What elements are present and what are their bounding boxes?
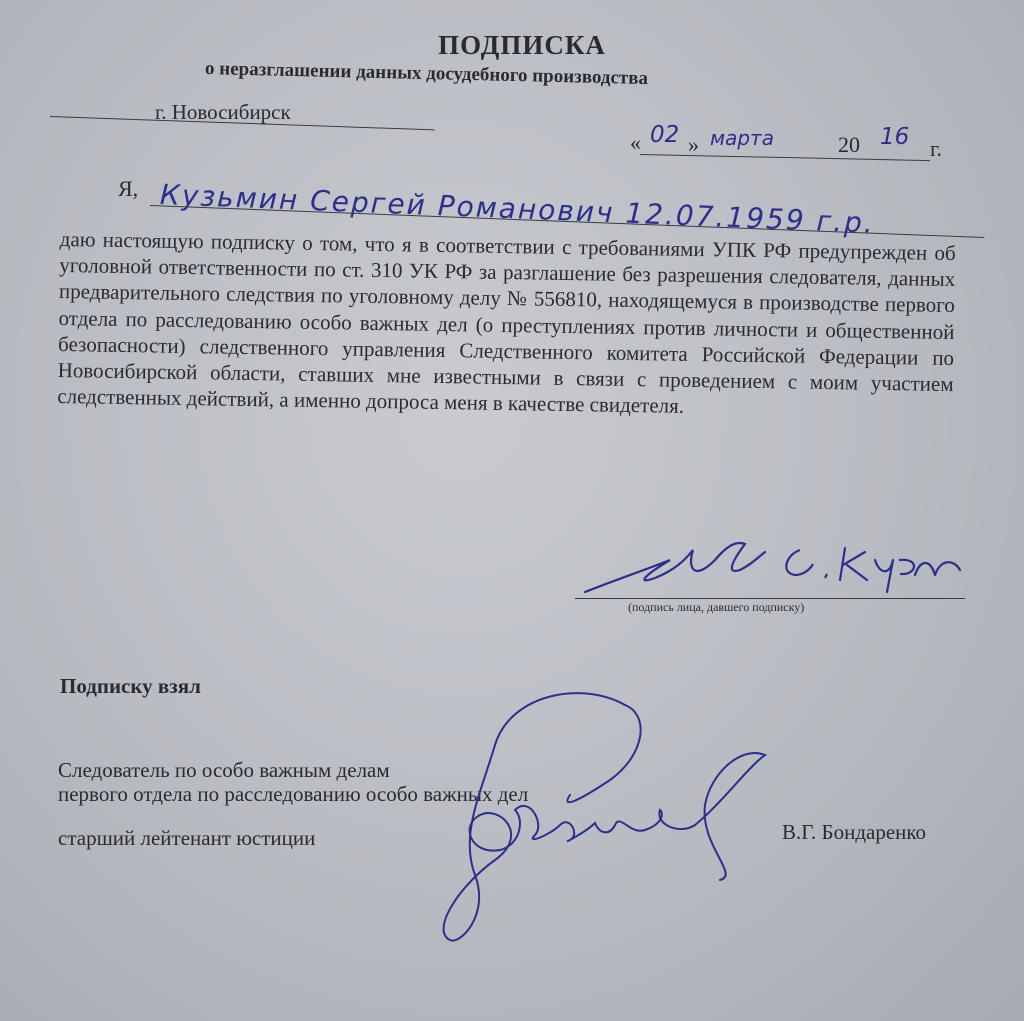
took-label: Подписку взял	[60, 674, 201, 698]
date-year-handwritten: 16	[880, 124, 910, 150]
date-day-handwritten: 02	[650, 122, 680, 148]
signature-caption: (подпись лица, давшего подписку)	[628, 600, 805, 614]
document-title: ПОДПИСКА	[438, 30, 606, 60]
signatory-signature	[575, 530, 975, 600]
date-year-g: г.	[930, 136, 943, 161]
date-month-handwritten: марта	[710, 126, 774, 150]
date-open-quote: «	[630, 130, 641, 155]
signature-line	[575, 598, 965, 599]
investigator-rank: старший лейтенант юстиции	[58, 826, 316, 850]
date-underline	[640, 154, 930, 161]
investigator-position-line2: первого отдела по расследованию особо важных дел	[58, 782, 529, 806]
city-label: г. Новосибирск	[155, 100, 291, 124]
person-name-handwritten: Кузьмин Сергей Романович 12.07.1959 г.р.	[159, 178, 876, 240]
investigator-signature	[420, 685, 780, 955]
investigator-position-line1: Следователь по особо важным делам	[58, 758, 390, 782]
statement-body: даю настоящую подписку о том, что я в соответствии с требованиями УПК РФ предупрежден об уголовной ответственности по ст. 310 УК РФ за разглашение без разрешения следователя, данных предварительного следствия по уголовному делу № 556810, находящемуся в производстве первого отдела по расследованию особо важных дел (о преступлениях против личности и общественной безопасности) следственного управления Следственного комитета Российской Федерации по Новосибирской области, ставших мне известными в связи с проведением с моим участием следственных действий, а именно допроса меня в качестве свидетеля.	[57, 226, 956, 419]
document-subtitle: о неразглашении данных досудебного производства	[204, 58, 649, 90]
investigator-name: В.Г. Бондаренко	[782, 820, 927, 844]
ya-label: Я,	[118, 176, 139, 201]
date-close-quote: »	[688, 132, 699, 157]
date-year-prefix: 20	[838, 132, 860, 157]
